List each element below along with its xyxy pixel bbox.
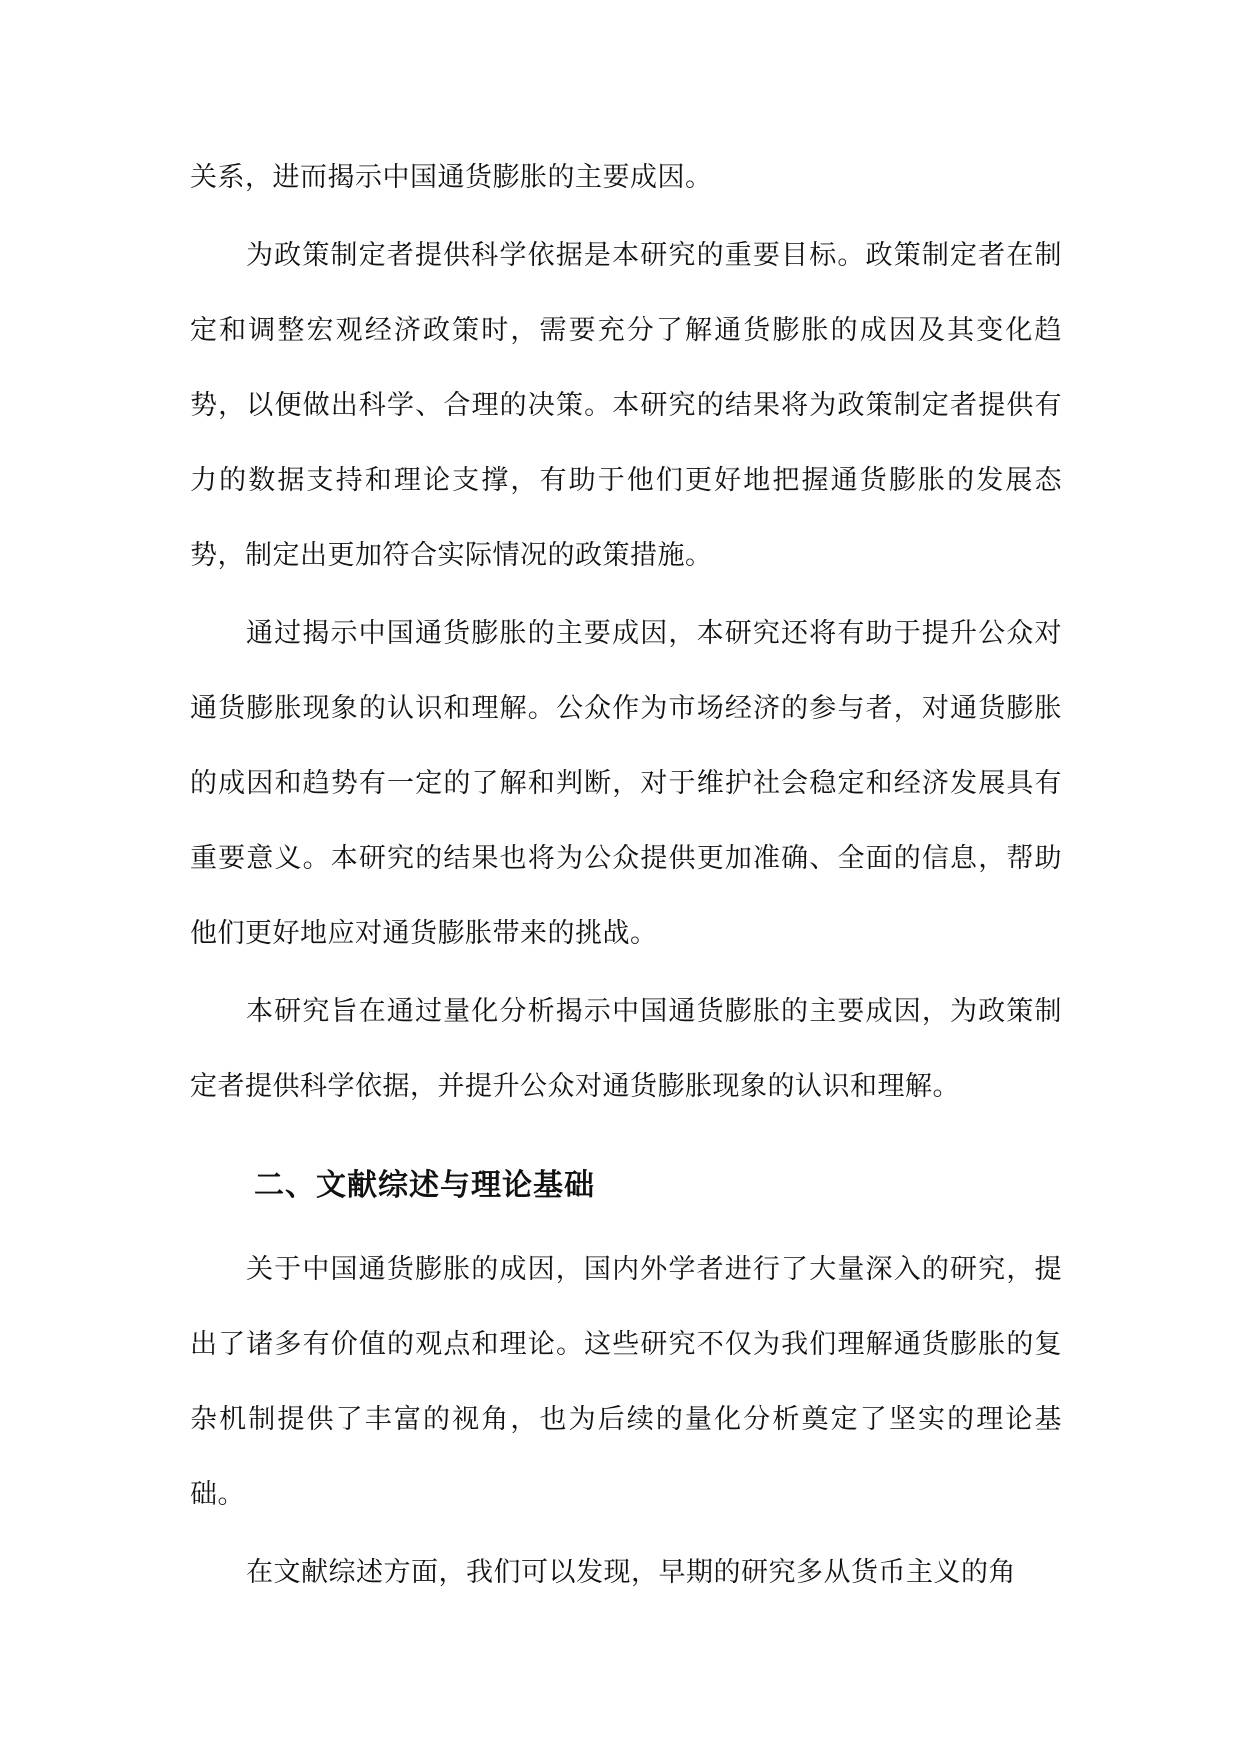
paragraph-literature-intro: 关于中国通货膨胀的成因，国内外学者进行了大量深入的研究，提出了诸多有价值的观点和理论。这些研究不仅为我们理解通货膨胀的复杂机制提供了丰富的视角，也为后续的量化分析奠定了坚实的理论基础。 [190,1254,1062,1510]
paragraph-literature-review: 在文献综述方面，我们可以发现，早期的研究多从货币主义的角 [246,1557,1016,1588]
paragraph-policy-basis: 为政策制定者提供科学依据是本研究的重要目标。政策制定者在制定和调整宏观经济政策时，需要充分了解通货膨胀的成因及其变化趋势，以便做出科学、合理的决策。本研究的结果将为政策制定者提供有力的数据支持和理论支撑，有助于他们更好地把握通货膨胀的发展态势，制定出更加符合实际情况的政策措施。 [190,240,1062,571]
paragraph-public-understanding: 通过揭示中国通货膨胀的主要成因，本研究还将有助于提升公众对通货膨胀现象的认识和理解。公众作为市场经济的参与者，对通货膨胀的成因和趋势有一定的了解和判断，对于维护社会稳定和经济发展具有重要意义。本研究的结果也将为公众提供更加准确、全面的信息，帮助他们更好地应对通货膨胀带来的挑战。 [190,618,1062,949]
paragraph-research-aim: 本研究旨在通过量化分析揭示中国通货膨胀的主要成因，为政策制定者提供科学依据，并提升公众对通货膨胀现象的认识和理解。 [190,996,1062,1102]
section-heading: 二、文献综述与理论基础 [254,1168,595,1203]
paragraph-continuation: 关系，进而揭示中国通货膨胀的主要成因。 [190,162,713,193]
document-body [190,140,1062,1613]
